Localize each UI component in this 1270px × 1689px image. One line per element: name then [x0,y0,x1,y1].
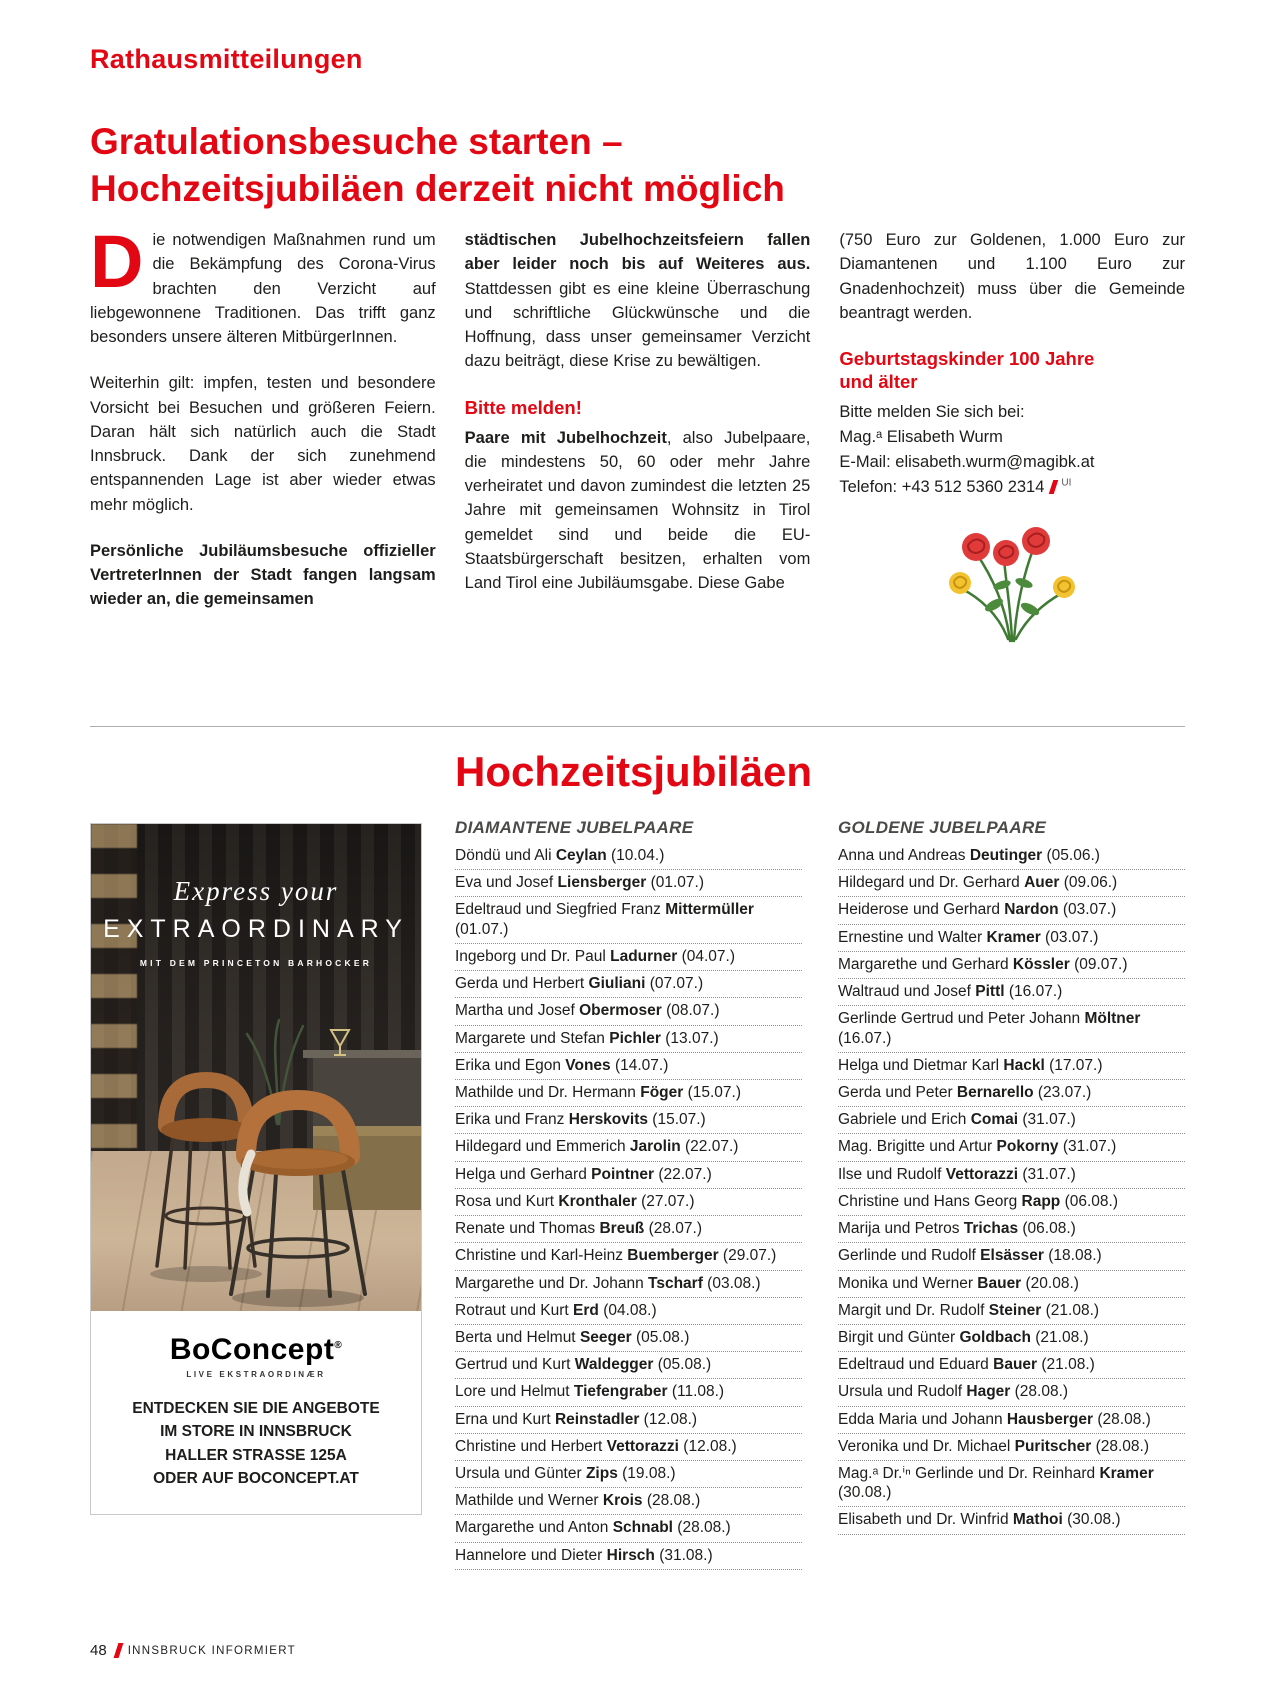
jubilee-entry [455,998,802,1025]
jubilee-entry [455,1162,802,1189]
article-column-2 [465,228,811,645]
couple-names: Birgit und Günter [838,1328,960,1346]
contact-email: E-Mail: elisabeth.wurm@magibk.at [839,452,1095,471]
cta-line: ODER AUF BOCONCEPT.AT [153,1469,359,1487]
anniversary-date: (22.07.) [680,1138,739,1156]
jubilee-list [455,843,802,1570]
jubilee-entry [838,1080,1185,1107]
article-paragraph: (750 Euro zur Goldenen, 1.000 Euro zur Diamantenen und 1.100 Euro zur Gnadenhochzeit) muss über die Gemeinde beantragt werden. [839,231,1186,322]
paragraph-text: Stattdessen gibt es eine kleine Überraschung und schriftliche Glückwünsche und die Hoffnung, dass unser gemeinsamer Verzicht dazu beiträgt, diese Krise zu bewältigen. [464,279,811,371]
jubilee-entry [455,1107,802,1134]
jubilee-entry [455,1243,802,1270]
jubilee-entry [455,1515,802,1542]
surname: Nardon [1004,901,1059,919]
surname: Hausberger [1006,1410,1094,1428]
anniversary-date: (05.08.) [631,1328,690,1346]
subheading-bitte-melden: Bitte melden! [464,396,582,418]
jubilee-entry [455,1461,802,1488]
ad-headline-caps: EXTRAORDINARY [103,915,409,943]
anniversary-date: (01.07.) [646,874,705,892]
list-goldene [838,818,1185,1570]
paragraph-text: ie notwendigen Maßnahmen rund um die Bekämpfung des Corona-Virus brachten den Verzicht auf liebgewonnene Traditionen. Das trifft ganz besonders unsere älteren MitbürgerInnen. [90,231,436,346]
couple-names: Christine und Hans Georg [838,1192,1022,1210]
anniversary-date: (28.08.) [642,1492,701,1510]
jubilee-columns [455,818,1185,1570]
anniversary-date: (15.07.) [647,1111,706,1129]
jubilee-entry [838,925,1185,952]
surname: Möltner [1084,1010,1141,1028]
page-footer [90,1642,296,1659]
paragraph-bold-lead: städtischen Jubelhochzeitsfeiern fallen aber leider noch bis auf Weiteres aus. [464,231,811,274]
jubilee-entry [455,1325,802,1352]
jubilee-entry [455,971,802,998]
jubilee-entry [455,1352,802,1379]
surname: Pittl [975,983,1005,1001]
couple-names: Gabriele und Erich [838,1111,971,1129]
couple-names: Margit und Dr. Rudolf [838,1301,989,1319]
jubilee-entry [838,1107,1185,1134]
anniversary-date: (07.07.) [645,975,704,993]
jubilee-entry [838,1189,1185,1216]
anniversary-date: (28.08.) [1010,1383,1069,1401]
surname: Ceylan [555,847,607,864]
surname: Trichas [963,1220,1019,1238]
brand-name: BoConcept [169,1333,335,1366]
anniversary-date: (08.07.) [661,1002,720,1020]
surname: Kronthaler [558,1192,637,1210]
couple-names: Erna und Kurt [455,1410,555,1428]
jubilee-entry [838,1325,1185,1352]
anniversary-date: (28.08.) [1091,1437,1150,1455]
couple-names: Berta und Helmut [455,1328,580,1346]
couple-names: Helga und Dietmar Karl [838,1056,1004,1074]
couple-names: Ursula und Rudolf [838,1383,967,1401]
couple-names: Gerlinde Gertrud und Peter Johann [838,1010,1085,1028]
surname: Bauer [977,1274,1022,1292]
anniversary-date: (05.08.) [653,1356,712,1374]
bottom-section [90,748,1185,1564]
jubilee-entry [838,1461,1185,1507]
anniversary-date: (31.08.) [654,1546,713,1564]
couple-names: Waltraud und Josef [838,983,976,1001]
jubilee-entry [455,1189,802,1216]
anniversary-date: (12.08.) [639,1410,698,1428]
couple-names: Heiderose und Gerhard [838,901,1005,919]
surname: Ladurner [610,947,678,965]
jubilee-entry [455,1298,802,1325]
anniversary-date: (20.08.) [1021,1274,1079,1292]
jubilee-entry [455,1379,802,1406]
surname: Pointner [591,1165,655,1183]
jubilee-entry [838,1134,1185,1161]
surname: Seeger [579,1328,632,1346]
surname: Vettorazzi [606,1437,679,1455]
anniversary-date: (13.07.) [660,1029,719,1047]
paragraph-text: , also Jubelpaare, die mindestens 50, 60 oder mehr Jahre verheiratet und davon zumindest die letzten 25 Jahre mit gemeinsamen Wohnsitz in Tirol gemeldet sind und beide die EU-Staatsbürgerschaft besitzen, erhalten vom Land Tirol eine Jubiläumsgabe. Diese Gabe [464,428,811,593]
surname: Tscharf [648,1274,703,1292]
surname: Erd [573,1301,599,1319]
anniversary-date: (10.04.) [606,847,665,864]
anniversary-date: (31.07.) [1018,1165,1076,1183]
section-kicker: Rathausmitteilungen [90,44,363,74]
article-paragraph [465,426,811,596]
cta-line: ENTDECKEN SIE DIE ANGEBOTE [132,1400,380,1417]
surname: Zips [585,1465,618,1483]
surname: Giuliani [588,975,646,993]
surname: Deutinger [969,847,1043,864]
page-number: 48 [90,1642,107,1659]
couple-names: Christine und Karl-Heinz [455,1247,628,1265]
couple-names: Edeltraud und Eduard [838,1356,994,1374]
anniversary-date: (22.07.) [654,1165,712,1183]
jubilee-entry [838,1243,1185,1270]
couple-names: Margarethe und Dr. Johann [455,1274,649,1292]
jubilee-entry [455,843,802,870]
anniversary-date: (30.08.) [1062,1511,1121,1529]
couple-names: Veronika und Dr. Michael [838,1437,1015,1455]
surname: Mittermüller [665,901,754,919]
jubilee-entry [838,952,1185,979]
ad-cta-text [105,1397,407,1490]
surname: Vettorazzi [945,1165,1019,1183]
cta-line: HALLER STRASSE 125A [165,1446,347,1464]
jubilee-entry [455,1026,802,1053]
surname: Puritscher [1014,1437,1092,1455]
red-slash-icon [1049,480,1059,494]
couple-names: Erika und Egon [455,1056,566,1074]
article-title-line2: Hochzeitsjubiläen derzeit nicht möglich [90,168,785,210]
jubilee-section [455,748,1185,1570]
surname: Auer [1024,874,1060,892]
couple-names: Ingeborg und Dr. Paul [455,947,611,965]
jubilee-entry [455,870,802,897]
couple-names: Erika und Franz [455,1111,569,1129]
couple-names: Ilse und Rudolf [838,1165,946,1183]
jubilee-entry [838,1434,1185,1461]
red-slash-icon [113,1643,123,1658]
jubilee-entry [838,1507,1185,1534]
surname: Herskovits [568,1111,648,1129]
jubilee-entry [455,1543,802,1570]
couple-names: Hildegard und Emmerich [455,1138,630,1156]
surname: Hager [966,1383,1011,1401]
surname: Föger [640,1083,684,1101]
jubilee-entry [838,979,1185,1006]
anniversary-date: (31.07.) [1018,1111,1076,1129]
jubilee-entry [455,1053,802,1080]
jubilee-entry [455,897,802,943]
couple-names: Hildegard und Dr. Gerhard [838,874,1025,892]
jubilee-list [838,843,1185,1535]
advertisement-boconcept [90,823,422,1515]
dropcap: D [90,220,144,303]
surname: Waldegger [574,1356,654,1374]
article-paragraph [90,220,436,349]
anniversary-date: (01.07.) [455,920,509,938]
couple-names: Mathilde und Werner [455,1492,603,1510]
couple-names: Gerda und Herbert [455,975,589,993]
surname: Buemberger [627,1247,719,1265]
anniversary-date: (15.07.) [683,1083,742,1101]
jubilee-entry [838,897,1185,924]
surname: Rapp [1021,1192,1061,1210]
anniversary-date: (28.07.) [644,1220,703,1238]
couple-names: Elisabeth und Dr. Winfrid [838,1511,1013,1529]
couple-names: Christine und Herbert [455,1437,607,1455]
couple-names: Helga und Gerhard [455,1165,592,1183]
surname: Hackl [1003,1056,1045,1074]
couple-names: Anna und Andreas [838,847,970,864]
contact-block [839,400,1185,499]
contact-phone: Telefon: +43 512 5360 2314 [839,477,1045,496]
anniversary-date: (19.08.) [617,1465,676,1483]
anniversary-date: (03.08.) [702,1274,761,1292]
jubilee-entry [838,1162,1185,1189]
surname: Pokorny [996,1138,1059,1156]
jubilee-entry [455,1407,802,1434]
couple-names: Döndü und Ali [455,847,556,864]
cta-line: IM STORE IN INNSBRUCK [160,1423,352,1441]
article-paragraph: Weiterhin gilt: impfen, testen und besondere Vorsicht bei Besuchen und größeren Feiern. Daran hält sich natürlich auch die Stadt Innsbruck. Dank der sich zunehmend entspannenden Lage ist aber wieder etwas mehr möglich. [90,374,436,514]
couple-names: Ernestine und Walter [838,928,987,946]
surname: Comai [970,1111,1019,1129]
anniversary-date: (03.07.) [1040,928,1099,946]
couple-names: Ursula und Günter [455,1465,586,1483]
article-title-line1: Gratulationsbesuche starten – [90,121,623,162]
anniversary-date: (21.08.) [1037,1356,1095,1374]
surname: Bernarello [956,1083,1034,1101]
couple-names: Mag. Brigitte und Artur [838,1138,997,1156]
couple-names: Renate und Thomas [455,1220,600,1238]
section-divider [90,726,1185,727]
surname: Pichler [609,1029,661,1047]
anniversary-date: (29.07.) [718,1247,777,1265]
jubilee-entry [455,944,802,971]
list-header-diamantene: DIAMANTENE JUBELPAARE [455,818,694,837]
couple-names: Martha und Josef [455,1002,580,1020]
anniversary-date: (05.06.) [1042,847,1100,864]
brand-tagline: LIVE EKSTRAORDINÆR [186,1370,326,1379]
anniversary-date: (04.07.) [677,947,736,965]
surname: Hirsch [606,1546,655,1564]
jubilee-entry [455,1488,802,1515]
paragraph-bold-lead: Paare mit Jubelhochzeit [464,428,667,447]
jubilee-entry [838,1352,1185,1379]
couple-names: Hannelore und Dieter [455,1546,607,1564]
anniversary-date: (27.07.) [636,1192,695,1210]
anniversary-date: (23.07.) [1033,1083,1092,1101]
ad-photo-barstools [91,824,421,1311]
anniversary-date: (21.08.) [1030,1328,1089,1346]
ad-overlay-text [91,876,421,968]
jubilee-entry [838,870,1185,897]
couple-names: Edeltraud und Siegfried Franz [455,901,666,919]
registered-mark: ® [334,1340,343,1351]
list-diamantene [455,818,802,1570]
surname: Goldbach [959,1328,1031,1346]
jubilee-title: Hochzeitsjubiläen [455,748,813,795]
surname: Vones [565,1056,611,1074]
jubilee-entry [455,1134,802,1161]
article-body [90,220,1186,645]
article-paragraph [465,228,811,374]
couple-names: Rosa und Kurt [455,1192,559,1210]
couple-names: Gertrud und Kurt [455,1356,575,1374]
contact-intro: Bitte melden Sie sich bei: [839,403,1025,422]
anniversary-date: (28.08.) [673,1519,731,1537]
anniversary-date: (16.07.) [838,1029,892,1047]
list-header-goldene: GOLDENE JUBELPAARE [838,818,1047,837]
surname: Steiner [988,1301,1042,1319]
article-paragraph-bold: Persönliche Jubiläumsbesuche offizieller VertreterInnen der Stadt fangen langsam wieder an, die gemeinsamen [90,541,436,609]
couple-names: Lore und Helmut [455,1383,574,1401]
anniversary-date: (11.08.) [667,1383,725,1401]
couple-names: Edda Maria und Johann [838,1410,1007,1428]
couple-names: Monika und Werner [838,1274,978,1292]
surname: Obermoser [579,1002,662,1020]
ad-headline-script: Express your [173,876,339,906]
anniversary-date: (09.06.) [1059,874,1118,892]
anniversary-date: (12.08.) [678,1437,737,1455]
surname: Breuß [599,1220,645,1238]
surname: Krois [602,1492,643,1510]
jubilee-entry [838,843,1185,870]
surname: Bauer [993,1356,1038,1374]
jubilee-entry [838,1379,1185,1406]
couple-names: Gerlinde und Rudolf [838,1247,981,1265]
surname: Reinstadler [554,1410,640,1428]
surname: Mathoi [1012,1511,1063,1529]
boconcept-logo [105,1333,407,1367]
jubilee-entry [838,1298,1185,1325]
roses-illustration [932,513,1092,645]
article-title [90,118,1185,213]
anniversary-date: (09.07.) [1069,955,1128,973]
couple-names: Margarethe und Gerhard [838,955,1013,973]
article-column-1 [90,220,436,645]
ad-info-block [91,1311,421,1514]
surname: Kössler [1012,955,1070,973]
couple-names: Mathilde und Dr. Hermann [455,1083,641,1101]
couple-names: Mag.ᵃ Dr.ⁱⁿ Gerlinde und Dr. Reinhard [838,1465,1100,1483]
surname: Schnabl [612,1519,673,1537]
anniversary-date: (31.07.) [1058,1138,1117,1156]
subheading-geburtstagskinder: Geburtstagskinder 100 Jahre und älter [839,348,1095,393]
couple-names: Margarethe und Anton [455,1519,613,1537]
anniversary-date: (21.08.) [1041,1301,1100,1319]
jubilee-entry [838,1006,1185,1052]
surname: Elsässer [980,1247,1044,1265]
jubilee-entry [838,1216,1185,1243]
contact-name: Mag.ᵃ Elisabeth Wurm [839,428,1003,446]
anniversary-date: (06.08.) [1060,1192,1118,1210]
surname: Kramer [986,928,1041,946]
author-initials: UI [1061,477,1072,488]
couple-names: Margarete und Stefan [455,1029,610,1047]
jubilee-entry [455,1080,802,1107]
jubilee-entry [455,1271,802,1298]
jubilee-entry [455,1434,802,1461]
anniversary-date: (06.08.) [1018,1220,1076,1238]
surname: Kramer [1099,1465,1154,1483]
anniversary-date: (28.08.) [1093,1410,1151,1428]
jubilee-entry [838,1271,1185,1298]
couple-names: Rotraut und Kurt [455,1301,574,1319]
ad-subline: MIT DEM PRINCETON BARHOCKER [139,958,373,968]
anniversary-date: (03.07.) [1058,901,1117,919]
magazine-name: INNSBRUCK INFORMIERT [127,1644,296,1657]
article-column-3 [839,228,1185,645]
jubilee-entry [838,1053,1185,1080]
anniversary-date: (14.07.) [610,1056,669,1074]
couple-names: Eva und Josef [455,874,558,892]
jubilee-entry [455,1216,802,1243]
surname: Jarolin [629,1138,681,1156]
anniversary-date: (30.08.) [838,1484,892,1502]
surname: Tiefengraber [573,1383,668,1401]
couple-names: Marija und Petros [838,1220,964,1238]
anniversary-date: (16.07.) [1004,983,1063,1001]
anniversary-date: (17.07.) [1044,1056,1103,1074]
anniversary-date: (18.08.) [1043,1247,1102,1265]
couple-names: Gerda und Peter [838,1083,957,1101]
surname: Liensberger [557,874,647,892]
jubilee-entry [838,1407,1185,1434]
anniversary-date: (04.08.) [598,1301,657,1319]
